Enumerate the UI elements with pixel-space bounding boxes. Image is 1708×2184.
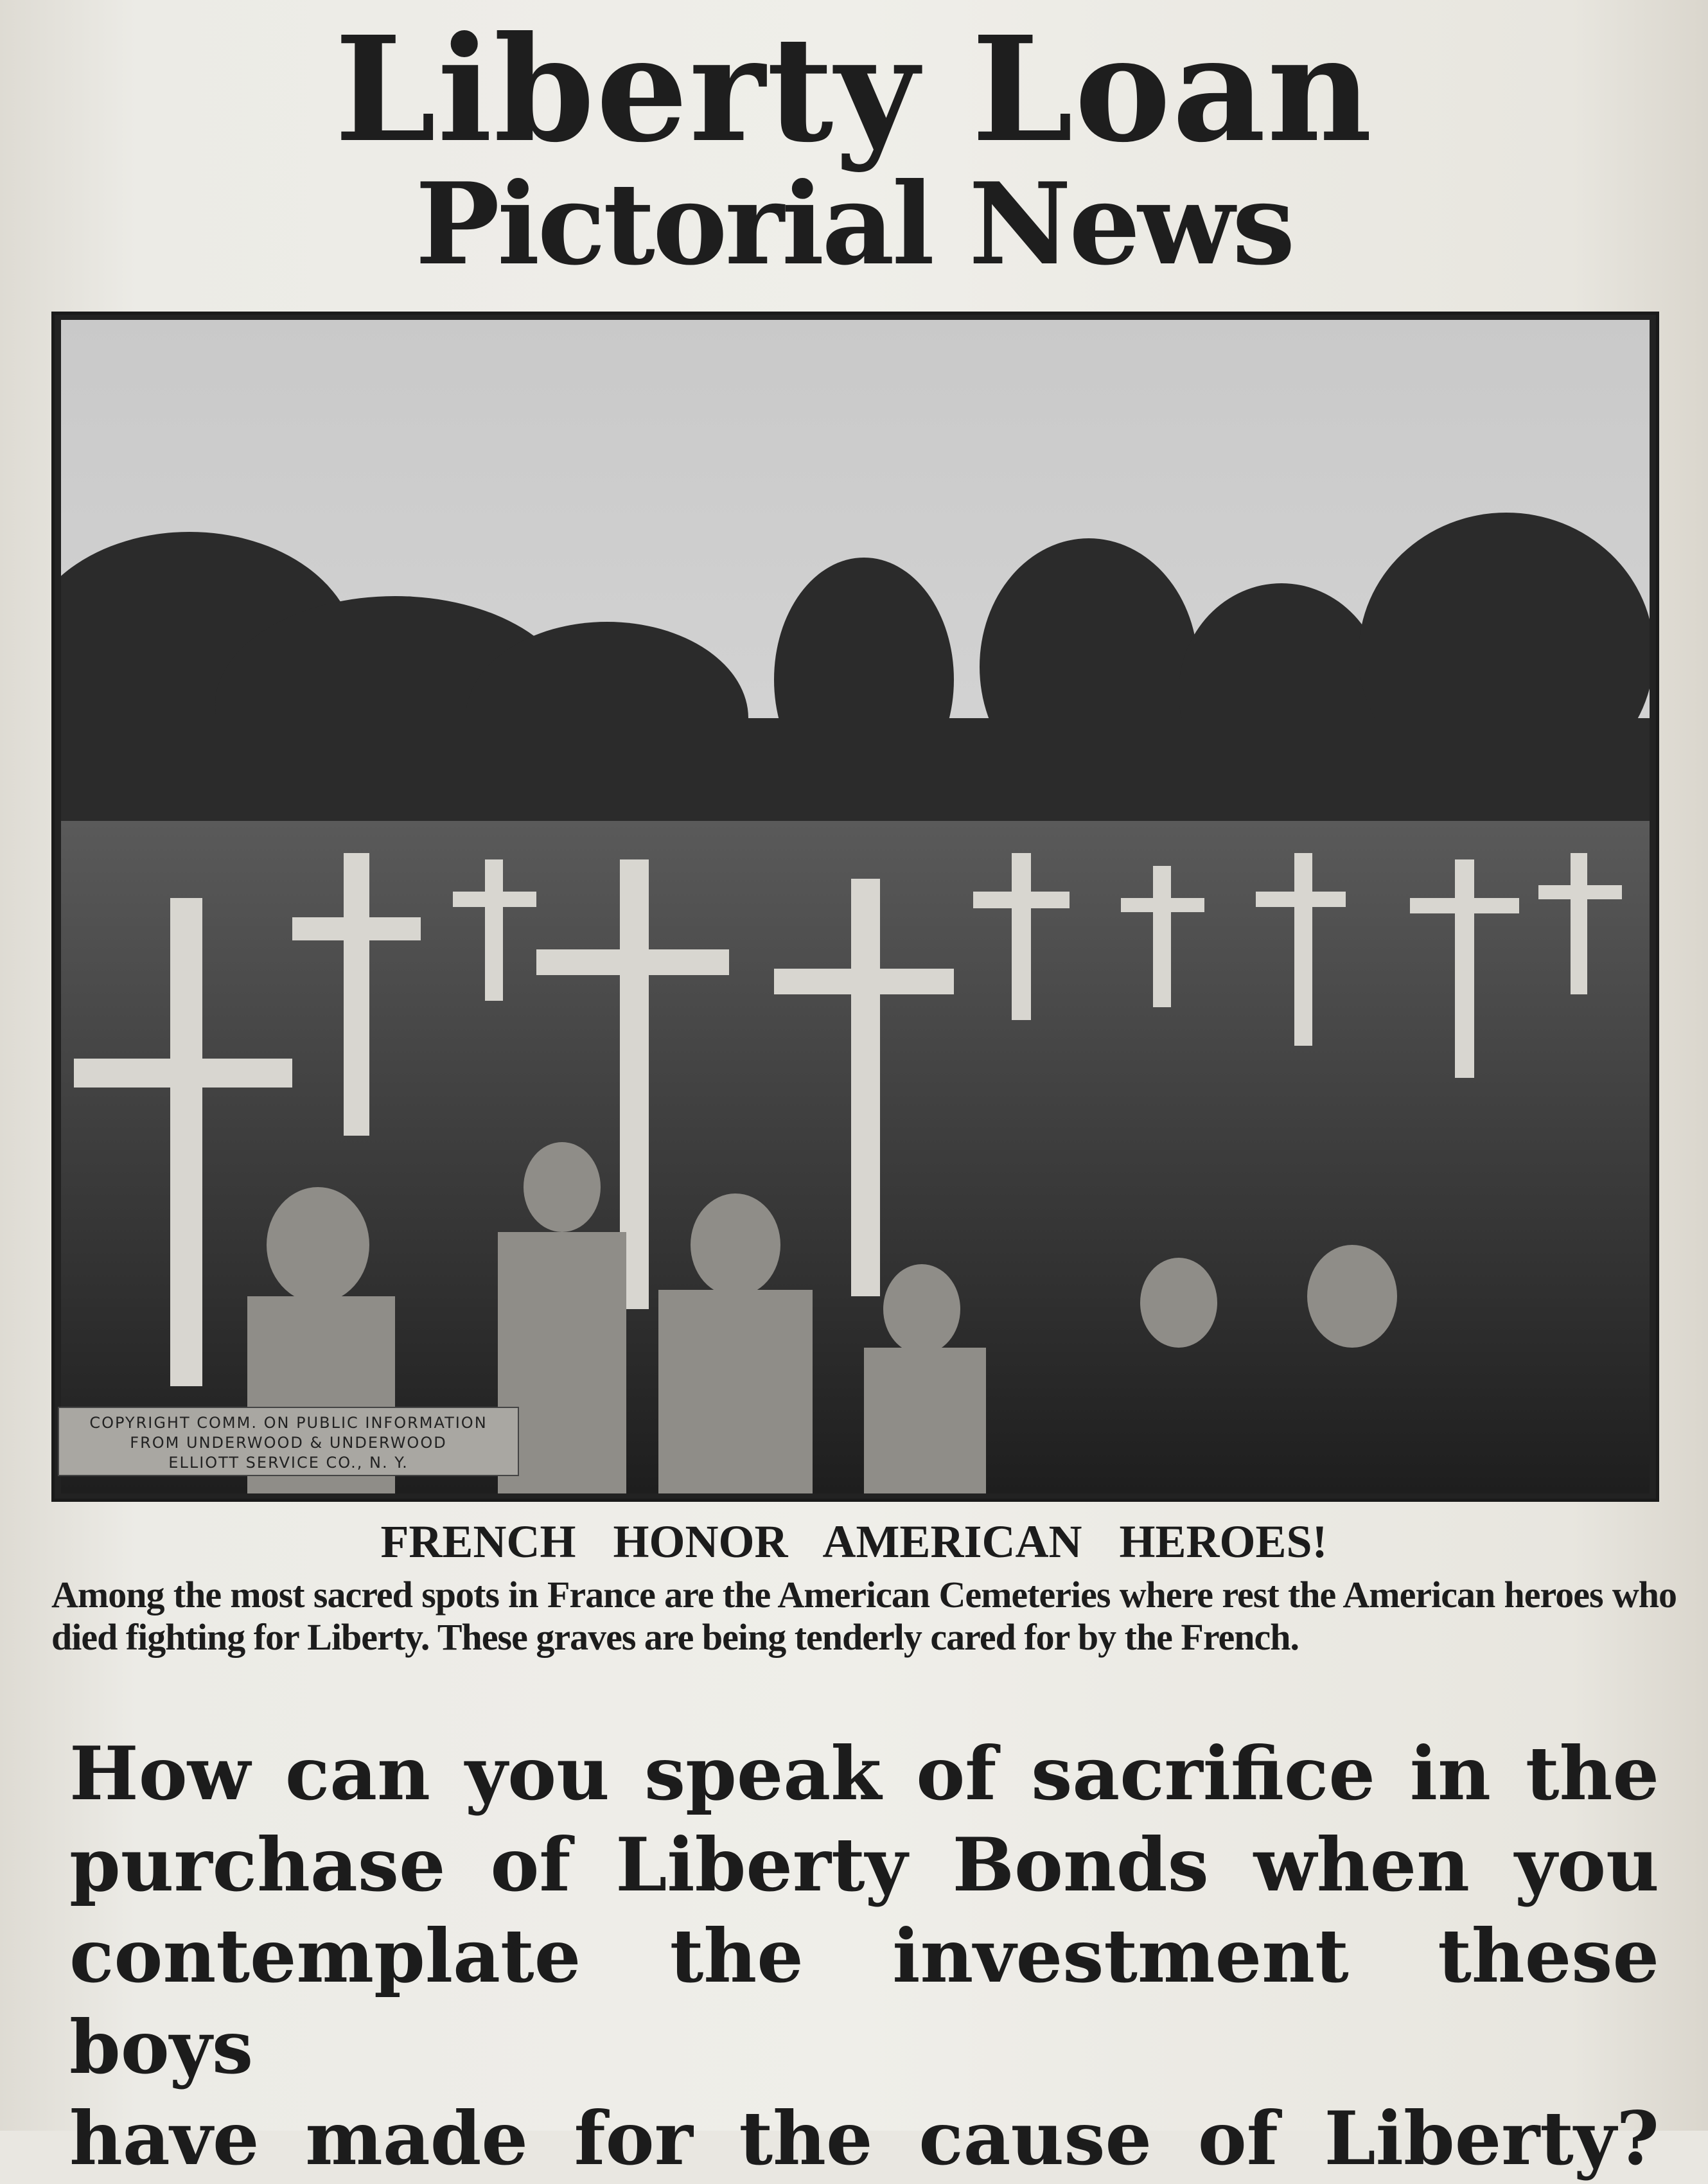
photo-credit-box [58, 1407, 519, 1476]
cemetery-photo [51, 312, 1659, 1502]
credit-line: COPYRIGHT COMM. ON PUBLIC INFORMATION [89, 1414, 488, 1432]
appeal-line: purchase of Liberty Bonds when you [69, 1822, 1659, 1908]
appeal-line: How can you speak of sacrifice in the [69, 1730, 1659, 1817]
credit-line: ELLIOTT SERVICE CO., N. Y. [168, 1454, 409, 1472]
appeal-line: have made for the cause of Liberty? [69, 2095, 1659, 2181]
masthead-title: Liberty Loan [334, 5, 1374, 175]
tree-line [61, 513, 1650, 847]
masthead-subtitle: Pictorial News [415, 159, 1293, 290]
credit-line: FROM UNDERWOOD & UNDERWOOD [130, 1434, 447, 1452]
appeal-text [69, 1728, 1659, 2184]
caption-heading: FRENCH HONOR AMERICAN HEROES! [380, 1516, 1328, 1567]
appeal-line: contemplate the investment these boys [69, 1913, 1659, 2090]
caption-body: Among the most sacred spots in France are the American Cemeteries where rest the American heroes who died fighting for Liberty. These graves are being tenderly cared for by the French. [51, 1574, 1677, 1658]
photo-illustration [61, 320, 1650, 1493]
